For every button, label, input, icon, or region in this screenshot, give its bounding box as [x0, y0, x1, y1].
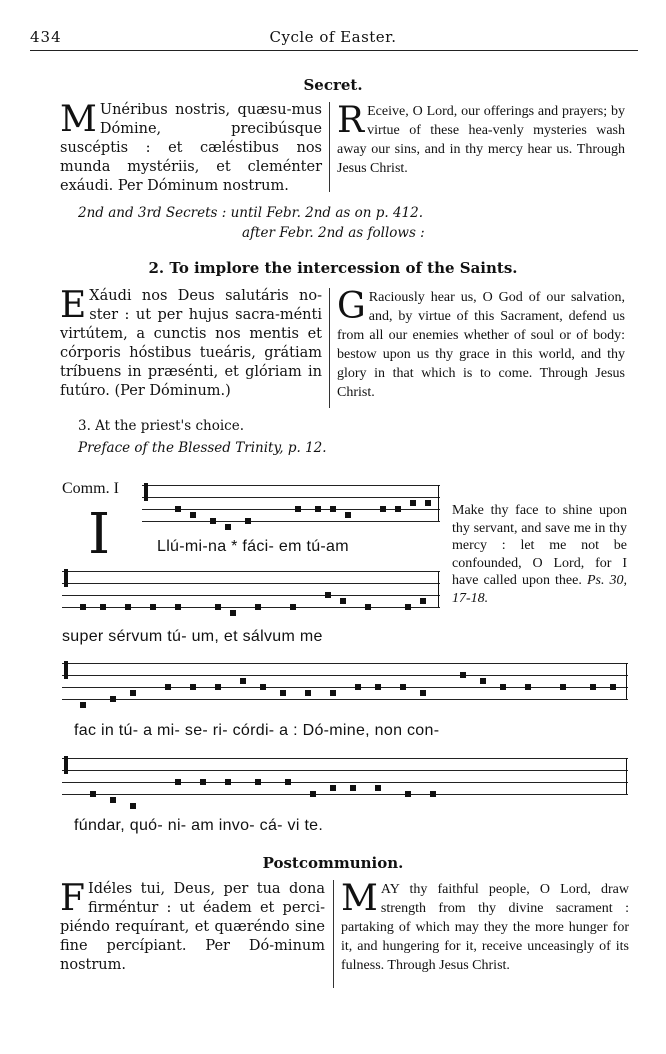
staff-line [142, 521, 440, 522]
neume [280, 690, 286, 696]
postcommunion-heading: Postcommunion. [262, 854, 404, 872]
neume [215, 604, 221, 610]
neume [345, 512, 351, 518]
neume [355, 684, 361, 690]
neume [460, 672, 466, 678]
neume [375, 785, 381, 791]
chant-lyrics-1: Llú-mi-na * fáci- em tú-am [157, 538, 349, 555]
neume [410, 500, 416, 506]
neume [330, 506, 336, 512]
neume [590, 684, 596, 690]
neume [190, 512, 196, 518]
neume [80, 702, 86, 708]
drop-cap: G [337, 286, 366, 327]
neume [175, 506, 181, 512]
neume [225, 524, 231, 530]
secret-heading: Secret. [303, 76, 363, 94]
postcommunion-latin: F Idéles tui, Deus, per tua dona firméntur : ut éadem et perci-piéndo requírant, et quæréndo sine fine percípiant. Per Dó-minum nostrum. [60, 878, 325, 973]
neume [480, 678, 486, 684]
neume [375, 684, 381, 690]
neume [100, 604, 106, 610]
neume [610, 684, 616, 690]
neume [350, 785, 356, 791]
page-number: 434 [30, 28, 62, 46]
chant-lyrics-3: fac in tú- a mi- se- ri- córdi- a : Dó-mine, non con- [74, 722, 440, 739]
neume [325, 592, 331, 598]
neume [190, 684, 196, 690]
neume [430, 791, 436, 797]
neume [200, 779, 206, 785]
communion-translation: Make thy face to shine upon thy servant, and save me in thy mercy : let me not be confounded, O Lord, for I have called upon thee. Ps. 30, 17-18. [452, 503, 628, 606]
neume [150, 604, 156, 610]
bar-line [626, 758, 627, 794]
drop-cap: F [60, 878, 85, 919]
secrets-note-1: 2nd and 3rd Secrets : until Febr. 2nd as on p. 412. [78, 205, 424, 221]
neume [500, 684, 506, 690]
neume [125, 604, 131, 610]
column-divider [329, 288, 330, 408]
staff-line [62, 758, 628, 759]
choice-line: 3. At the priest's choice. [78, 418, 245, 434]
neume [175, 604, 181, 610]
neume [165, 684, 171, 690]
neume [225, 779, 231, 785]
saints-latin: E Xáudi nos Deus salutáris no-ster : ut per hujus sacra-ménti virtútem, a cunctis nos mentis et córporis hóstibus tueáris, grátiam tríbuens in præsénti, et glóriam in futúro. (Per Dóminum.) [60, 285, 322, 399]
secret-english: R Eceive, O Lord, our offerings and prayers; by virtue of these hea-venly mysteries wash away our sins, and in thy mercy hear us. Through Jesus Christ. [337, 100, 625, 176]
staff-line [62, 595, 440, 596]
drop-cap: M [341, 878, 378, 919]
neume [380, 506, 386, 512]
neume [290, 604, 296, 610]
preface-line: Preface of the Blessed Trinity, p. 12. [78, 440, 327, 456]
bar-line [438, 571, 439, 607]
neume [230, 610, 236, 616]
chant-initial: I [88, 502, 111, 567]
neume [110, 696, 116, 702]
neume [260, 684, 266, 690]
running-title: Cycle of Easter. [269, 28, 397, 46]
communion-label: Comm. I [62, 480, 119, 497]
secret-latin: M Unéribus nostris, quæsu-mus Dómine, precibúsque suscéptis : et cæléstibus nos munda mystériis, et cleménter exáudi. Per Dóminum nostrum. [60, 99, 322, 194]
staff-line [62, 571, 440, 572]
postcommunion-english: MAY thy faithful people, O Lord, draw strength from thy divine sacrament : partaking of which may they the more hunger for it, and hungering for it, receive unceasingly of its fulness. Through Jesus Christ. [341, 878, 629, 973]
secrets-note-2: after Febr. 2nd as follows : [242, 225, 425, 241]
neume [340, 598, 346, 604]
neume [330, 690, 336, 696]
staff-line [62, 607, 440, 608]
neume [305, 690, 311, 696]
neume [215, 684, 221, 690]
neume [210, 518, 216, 524]
neume [255, 604, 261, 610]
neume [400, 684, 406, 690]
neume [245, 518, 251, 524]
neume [420, 598, 426, 604]
neume [175, 779, 181, 785]
staff-line [142, 485, 440, 486]
column-divider [333, 880, 334, 988]
saints-english: G Raciously hear us, O God of our salvation, and, by virtue of this Sacrament, defend us from all our enemies whether of soul or of body: bestow upon us thy grace in this world, and thy glory in that which is to come. Through Jesus Christ. [337, 286, 625, 400]
neume [90, 791, 96, 797]
column-divider [329, 102, 330, 192]
clef-mark [64, 661, 68, 679]
neume [425, 500, 431, 506]
neume [420, 690, 426, 696]
neume [525, 684, 531, 690]
neume [560, 684, 566, 690]
neume [315, 506, 321, 512]
bar-line [438, 485, 439, 521]
neume [330, 785, 336, 791]
neume [310, 791, 316, 797]
chant-lyrics-4: fúndar, quó- ni- am invo- cá- vi te. [74, 817, 324, 834]
neume [240, 678, 246, 684]
staff-line [62, 675, 628, 676]
staff-line [62, 583, 440, 584]
staff-line [62, 782, 628, 783]
neume [365, 604, 371, 610]
neume [405, 791, 411, 797]
drop-cap: E [60, 285, 87, 326]
staff-line [62, 687, 628, 688]
drop-cap: M [60, 99, 97, 140]
chant-lyrics-2: super sérvum tú- um, et sálvum me [62, 628, 323, 645]
staff-line [62, 794, 628, 795]
psalm-reference: Ps. 30, 17-18. [452, 573, 628, 606]
neume [80, 604, 86, 610]
drop-cap: R [337, 100, 365, 141]
neume [255, 779, 261, 785]
neume [295, 506, 301, 512]
bar-line [626, 663, 627, 699]
staff-line [142, 497, 440, 498]
saints-heading: 2. To implore the intercession of the Saints. [148, 259, 518, 277]
neume [110, 797, 116, 803]
clef-mark [64, 569, 68, 587]
staff-line [62, 699, 628, 700]
neume [285, 779, 291, 785]
clef-mark [144, 483, 148, 501]
header-rule [30, 50, 638, 51]
staff-line [62, 770, 628, 771]
clef-mark [64, 756, 68, 774]
neume [130, 803, 136, 809]
neume [395, 506, 401, 512]
neume [405, 604, 411, 610]
neume [130, 690, 136, 696]
staff-line [62, 663, 628, 664]
